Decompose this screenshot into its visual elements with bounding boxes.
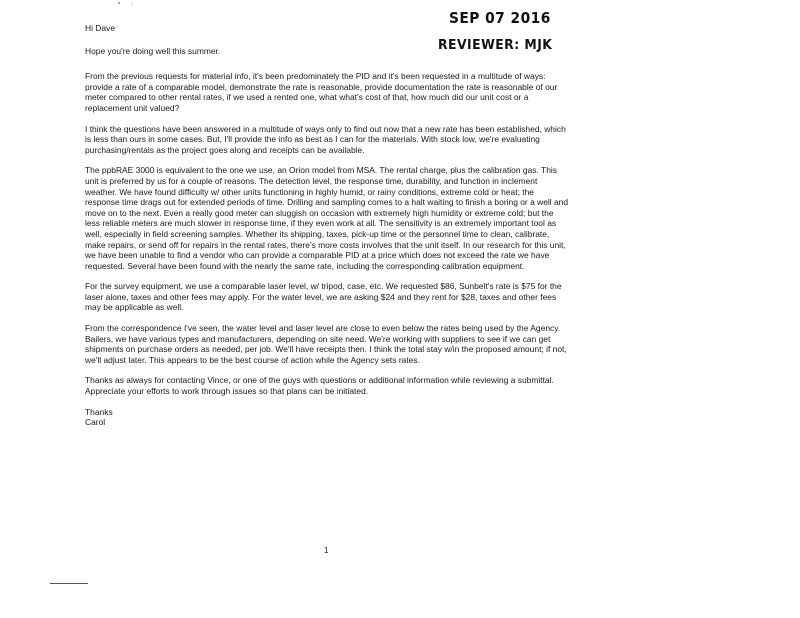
opening-line: Hope you're doing well this summer.: [85, 45, 221, 56]
letter-body: [85, 23, 570, 428]
scan-speck: [132, 4, 133, 5]
page-number: 1: [324, 546, 329, 555]
paragraph-thanks: Thanks as always for contacting Vince, or one of the guys with questions or additional information while reviewing a submittal. Appreciate your efforts to work through issues so that plans can be initiated.: [85, 375, 554, 397]
paragraph-material-requests: From the previous requests for material info, it's been predominately the PID and it's been requested in a multitude of ways: provide a rate of a comparable model, demonstrate the rate is reasonable, provide documentation the rate is reasonable of our meter compared to other rental rates, if we used a rented one, what what's cost of that, how much did our unit cost or a replacement unit valued?: [85, 71, 558, 113]
paragraph-ppbrae-unit: The ppbRAE 3000 is equivalent to the one we use, an Orion model from MSA. The rental charge, plus the calibration gas. This unit is preferred by us for a couple of reasons. The detection level, the response time, durability, and function in inclement weather. We have found difficulty w/ other units functioning in highly humid, or rainy conditions, extreme cold or heat; the response time drags out for extended periods of time. Drilling and sampling comes to a halt waiting to finish a boring or a well and move on to the next. Even a really good meter can sluggish on occasion with extremely high humidity or extreme cold; but the less reliable meters are much slower in response time, if they even work at all. The sensitivity is an extremely important tool as well, especially in field screening samples. Whether its shipping, taxes, pick-up time or the personnel time to clean, calibrate, make repairs, or send off for repairs in the rental rates, there's more costs involves that the unit itself. In our research for this unit, we have been unable to find a vendor who can provide a comparable PID at a price which does not exceed the rate we have requested. Several have been found with the nearly the same rate, including the corresponding calibration equipment.: [85, 165, 569, 271]
signature: Carol: [85, 417, 106, 428]
paragraph-survey-equipment: For the survey equipment, we use a comparable laser level, w/ tripod, case, etc. We requested $86, Sunbelt's rate is $75 for the laser alone, taxes and other fees may apply. For the water level, we are asking $24 and they rent for $28, taxes and other fees may be applicable as well.: [85, 281, 562, 313]
closing: Thanks: [85, 406, 113, 417]
scan-speck: [118, 2, 120, 4]
footer-rule: [50, 583, 88, 584]
greeting: Hi Dave: [85, 23, 116, 33]
date-stamp: SEP 07 2016: [449, 9, 551, 27]
paragraph-questions-answered: I think the questions have been answered in a multitude of ways only to find out now that a new rate has been established, which is less than ours in some cases. But, I'll provide the info as best as I can for the materials. With stock low, we're evaluating purchasing/rentals as the project goes along and receipts can be available.: [85, 123, 566, 155]
paragraph-correspondence: From the correspondence I've seen, the water level and laser level are close to even below the rates being used by the Agency. Bailers, we have various types and manufacturers, depending on site need. We're working with suppliers to see if we can get shipments on purchase orders as needed, per job. We'll have receipts then. I think the total stay w/in the proposed amount; if not, we'll adjust later. This appears to be the best course of action while the Agency sets rates.: [85, 323, 567, 365]
reviewer-stamp: REVIEWER: MJK: [438, 37, 553, 53]
